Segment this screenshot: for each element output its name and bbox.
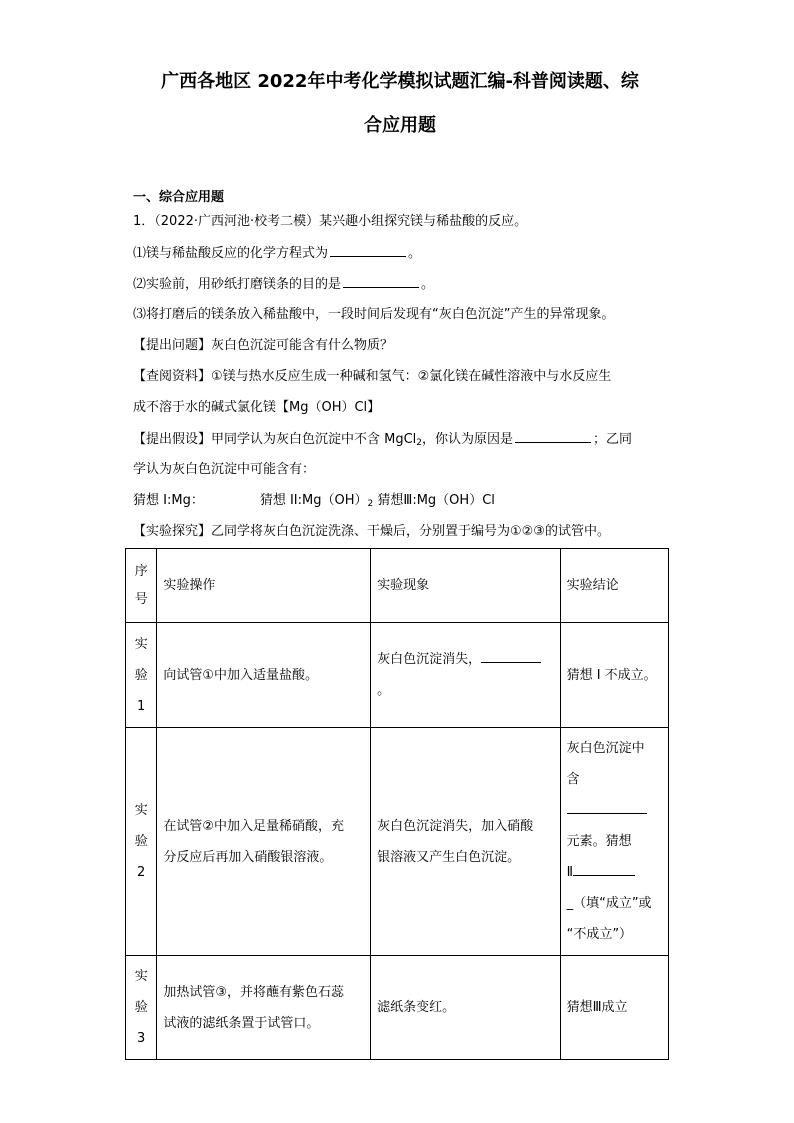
section-heading: 一、综合应用题 bbox=[133, 190, 225, 205]
row2-seq: 实 验 2 bbox=[126, 728, 157, 956]
table-row bbox=[126, 728, 669, 956]
hypothesis-line2: 学认为灰白色沉淀中可能含有： bbox=[133, 462, 316, 477]
part-1-text: ⑴镁与稀盐酸反应的化学方程式为 bbox=[133, 246, 329, 261]
row3-phenomenon: 滤纸条变红。 bbox=[371, 956, 560, 1060]
row1-conclusion: 猜想 I 不成立。 bbox=[560, 623, 668, 728]
question-part-3: ⑶将打磨后的镁条放入稀盐酸中，一段时间后发现有“灰白色沉淀”产生的异常现象。 bbox=[133, 307, 615, 322]
header-operation: 实验操作 bbox=[157, 549, 371, 623]
table-row bbox=[126, 623, 669, 728]
row1-phenomenon: 灰白色沉淀消失，。 bbox=[371, 623, 560, 728]
header-conclusion: 实验结论 bbox=[560, 549, 668, 623]
row2-phenomenon: 灰白色沉淀消失，加入硝酸 银溶液又产生白色沉淀。 bbox=[371, 728, 560, 956]
row3-operation: 加热试管③，并将蘸有紫色石蕊 试液的滤纸条置于试管口。 bbox=[157, 956, 371, 1060]
experiment-table bbox=[125, 548, 669, 1060]
row1-operation: 向试管①中加入适量盐酸。 bbox=[157, 623, 371, 728]
answer-blank-4[interactable] bbox=[481, 648, 541, 663]
row1-seq: 实 验 1 bbox=[126, 623, 157, 728]
guess-3: 猜想Ⅲ:Mg（OH）Cl bbox=[377, 493, 495, 508]
guess-2: 猜想 $II:Mg(OH)_2$ bbox=[259, 493, 374, 509]
header-seq: 序 号 bbox=[126, 549, 157, 623]
header-phenomenon: 实验现象 bbox=[371, 549, 560, 623]
question-part-1: ⑴镁与稀盐酸反应的化学方程式为 。 bbox=[133, 246, 422, 261]
guess-line bbox=[133, 492, 673, 513]
answer-blank-3[interactable] bbox=[515, 430, 591, 443]
question-intro: 1．（2022·广西河池·校考二模）某兴趣小组探究镁与稀盐酸的反应。 bbox=[133, 214, 528, 229]
answer-blank-5[interactable] bbox=[567, 799, 647, 814]
page-title-line2: 合应用题 bbox=[364, 115, 436, 136]
answer-blank-6[interactable] bbox=[573, 861, 635, 876]
row2-operation: 在试管②中加入足量稀硝酸，充 分反应后再加入硝酸银溶液。 bbox=[157, 728, 371, 956]
table-row bbox=[126, 956, 669, 1060]
guess-1: 猜想 I:Mg： bbox=[133, 493, 204, 508]
part-2-text: ⑵实验前，用砂纸打磨镁条的目的是 bbox=[133, 277, 342, 292]
hypothesis-line1: 【提出假设】甲同学认为灰白色沉淀中不含 MgCl$_2$，你认为原因是 ；乙同 bbox=[133, 432, 633, 448]
propose-question: 【提出问题】灰白色沉淀可能含有什么物质？ bbox=[133, 338, 394, 353]
row3-seq: 实 验 3 bbox=[126, 956, 157, 1060]
answer-blank-2[interactable] bbox=[343, 275, 419, 288]
table-header-row bbox=[126, 549, 669, 623]
question-part-2: ⑵实验前，用砂纸打磨镁条的目的是 。 bbox=[133, 277, 435, 292]
page-title-line1: 广西各地区 2022年中考化学模拟试题汇编-科普阅读题、综 bbox=[161, 71, 639, 92]
row2-conclusion: 灰白色沉淀中 含 元素。猜想 Ⅱ _（填“成立”或 “不成立”） bbox=[560, 728, 668, 956]
reference-data-line1: 【查阅资料】①镁与热水反应生成一种碱和氢气：②氯化镁在碱性溶液中与水反应生 bbox=[133, 369, 612, 384]
experiment-intro: 【实验探究】乙同学将灰白色沉淀洗涤、干燥后，分别置于编号为①②③的试管中。 bbox=[133, 524, 610, 539]
answer-blank-1[interactable] bbox=[330, 244, 406, 257]
reference-data-line2: 成不溶于水的碱式氯化镁【Mg（OH）Cl】 bbox=[133, 400, 381, 415]
row3-conclusion: 猜想Ⅲ成立 bbox=[560, 956, 668, 1060]
